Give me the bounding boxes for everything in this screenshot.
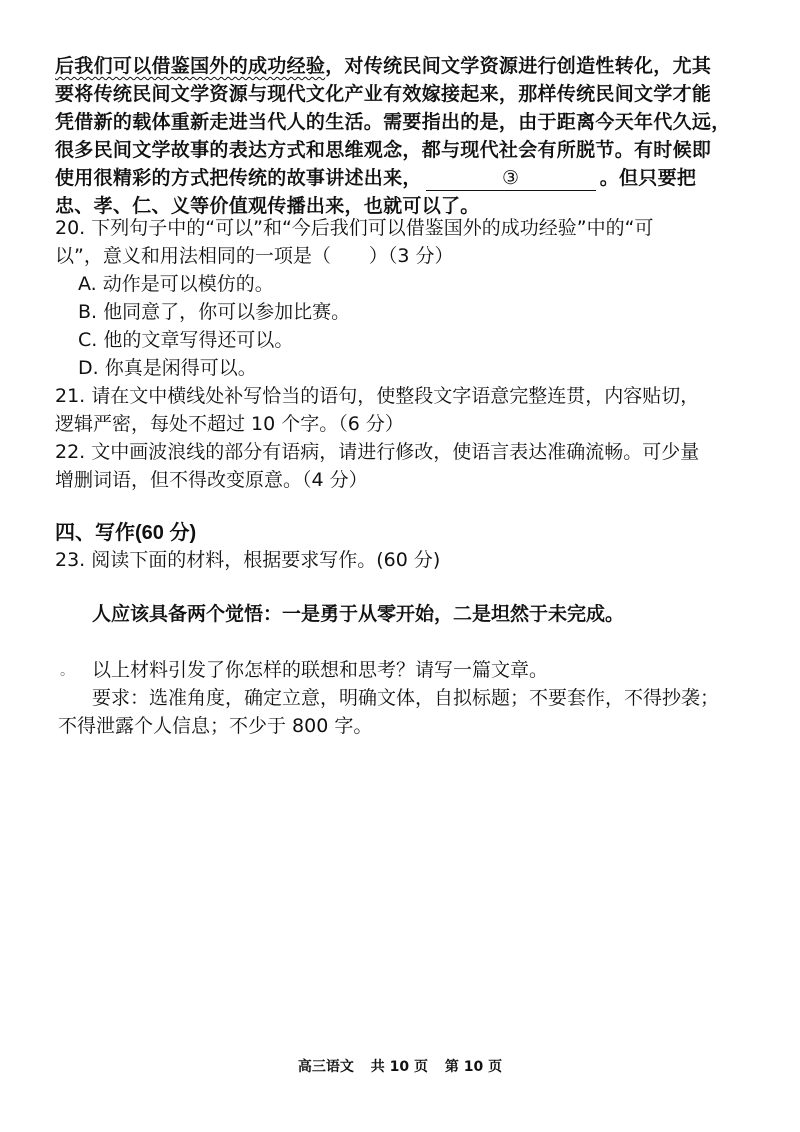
- passage-line-5-after: 。但只要把: [599, 167, 697, 189]
- question-23: 23. 阅读下面的材料，根据要求写作。(60 分): [55, 549, 441, 571]
- section-title-text: 四、写作: [55, 520, 135, 544]
- question-21-line-2: 逻辑严密，每处不超过 10 个字。（6 分）: [55, 413, 404, 435]
- section-title: [55, 518, 196, 546]
- writing-requirements-line-2: 不得泄露个人信息；不少于 800 字。: [58, 715, 373, 737]
- footer-current-page: 第 10 页: [444, 1059, 503, 1075]
- passage-line-5-before: 使用很精彩的方式把传统的故事讲述出来，: [55, 167, 422, 189]
- question-20-line-2: 以”，意义和用法相同的一项是（ ）（3 分）: [55, 245, 454, 267]
- question-22-line-2: 增删词语，但不得改变原意。（4 分）: [55, 469, 368, 491]
- passage-line-4: 很多民间文学故事的表达方式和思维观念，都与现代社会有所脱节。有时候即: [55, 139, 712, 161]
- passage-line-5: [55, 164, 696, 192]
- passage-line-2: 要将传统民间文学资源与现代文化产业有效嫁接起来，那样传统民间文学才能: [55, 83, 712, 105]
- answer-blank-3: ③: [426, 166, 596, 191]
- section-score: (60 分): [135, 522, 197, 544]
- question-22-line-1: 22. 文中画波浪线的部分有语病，请进行修改，使语言表达准确流畅。可少量: [55, 441, 700, 463]
- option-b: B. 他同意了，你可以参加比赛。: [78, 301, 351, 323]
- footer-total-pages: 共 10 页: [370, 1059, 428, 1075]
- passage-line-6: 忠、孝、仁、义等价值观传播出来，也就可以了。: [55, 195, 480, 217]
- option-d: D. 你真是闲得可以。: [78, 357, 257, 379]
- footer-subject: 高三语文: [297, 1059, 354, 1075]
- option-a: A. 动作是可以模仿的。: [78, 273, 274, 295]
- passage-line-1-rest: ，对传统民间文学资源进行创造性转化，尤其: [325, 55, 712, 77]
- writing-requirements-line-1: 要求：选准角度，确定立意，明确文体，自拟标题；不要套作，不得抄袭；: [92, 687, 720, 709]
- writing-material: 人应该具备两个觉悟：一是勇于从零开始，二是坦然于未完成。: [92, 603, 625, 625]
- page-footer: [0, 1056, 800, 1076]
- scan-speck: 。: [60, 663, 74, 679]
- writing-prompt: 以上材料引发了你怎样的联想和思考？请写一篇文章。: [92, 659, 549, 681]
- question-21-line-1: 21. 请在文中横线处补写恰当的语句，使整段文字语意完整连贯，内容贴切，: [55, 385, 700, 407]
- wavy-underlined-phrase: 后我们可以借鉴国外的成功经验: [55, 55, 326, 77]
- passage-line-3: 凭借新的载体重新走进当代人的生活。需要指出的是，由于距离今天年代久远，: [55, 111, 731, 133]
- option-c: C. 他的文章写得还可以。: [78, 329, 294, 351]
- passage-line-1: [55, 52, 711, 80]
- question-20-line-1: 20. 下列句子中的“可以”和“今后我们可以借鉴国外的成功经验”中的“可: [55, 217, 654, 239]
